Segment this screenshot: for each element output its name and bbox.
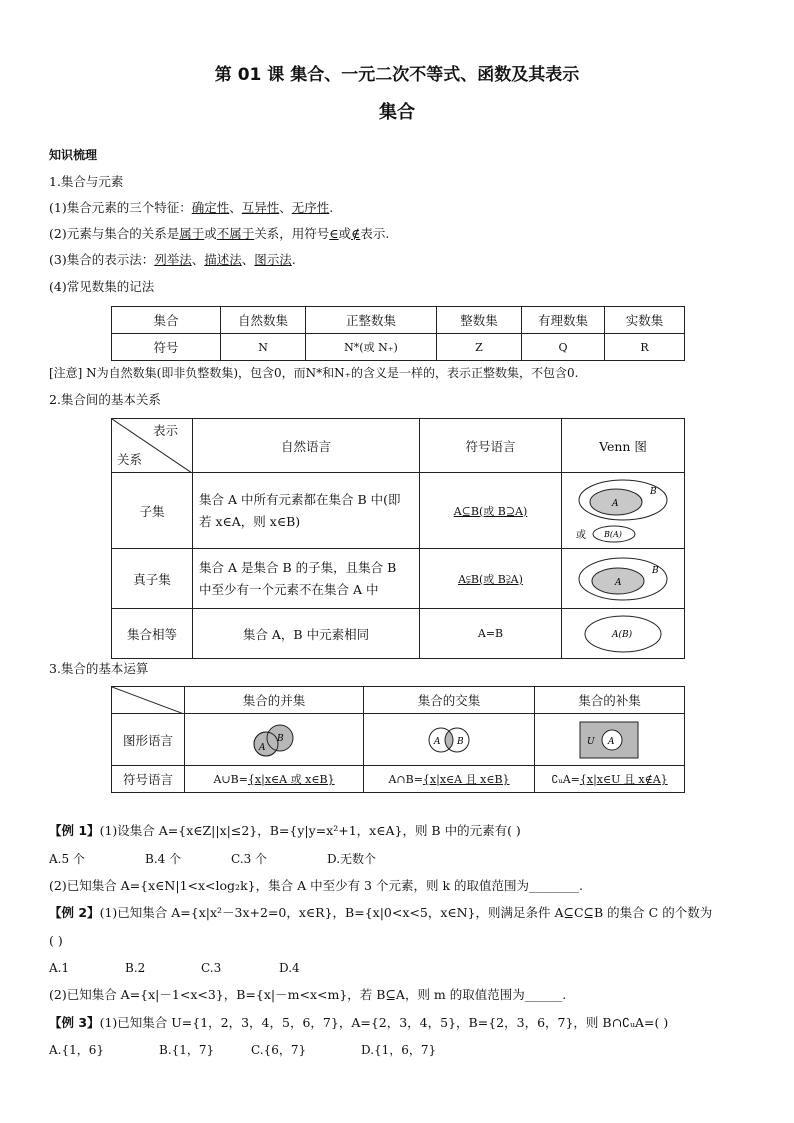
relation-row-subset <box>112 473 685 549</box>
ns-r5: R <box>605 334 685 361</box>
example2-q1-text: (1)已知集合 A={x|x²－3x+2=0，x∈R}，B={x|0<x<5，x∈N}，则满足条件 A⊆C⊆B 的集合 C 的个数为 <box>99 905 713 920</box>
method-roster: 列举法 <box>154 252 192 267</box>
ops-col-intersection: 集合的交集 <box>364 687 535 714</box>
ops-corner-diagonal <box>112 687 184 714</box>
example3-q1-text: (1)已知集合 U={1，2，3，4，5，6，7}，A={2，3，4，5}，B={2，3，6，7}，则 B∩∁ᵤA=( ) <box>99 1015 669 1030</box>
number-sets-symbol-row <box>112 334 685 361</box>
venn-label-b: B <box>650 486 657 497</box>
ns-r4: Q <box>522 334 605 361</box>
symbol-in: ∈ <box>329 226 339 241</box>
complement-label-a: A <box>607 736 614 747</box>
set-relations-table <box>111 418 685 659</box>
ops-symbol-row <box>112 766 685 793</box>
ns-h4: 有理数集 <box>522 307 605 334</box>
s1-line2 <box>49 226 389 242</box>
ns-h0: 集合 <box>112 307 221 334</box>
rel-proper-natural-l1: 集合 A 是集合 B 的子集，且集合 B <box>199 559 397 575</box>
rel-proper-natural-l2: 中至少有一个元素不在集合 A 中 <box>199 581 379 597</box>
intersection-label-a: A <box>434 736 441 747</box>
s1-l1-pre: (1)集合元素的三个特征： <box>49 200 192 215</box>
rel-subset-symbol-text: A⊆B(或 B⊇A) <box>453 504 528 518</box>
s1-l2-pre: (2)元素与集合的关系是 <box>49 226 180 241</box>
ns-h2: 正整数集 <box>306 307 437 334</box>
rel-equal-venn <box>562 609 685 659</box>
method-diagram: 图示法 <box>254 252 292 267</box>
example2-options <box>49 960 300 976</box>
rel-equal-symbol: A=B <box>420 609 562 659</box>
rel-not-belongs: 不属于 <box>216 226 255 241</box>
s1-heading: 1.集合与元素 <box>49 174 124 189</box>
rel-subset-venn <box>562 473 685 549</box>
e3-opt-a: A.{1，6} <box>49 1043 105 1057</box>
example2-q2: (2)已知集合 A={x|－1<x<3}，B={x|－m<x<m}，若 B⊆A，则 m 的取值范围为______. <box>49 987 567 1002</box>
e2-opt-d: D.4 <box>279 961 300 975</box>
e3-opt-b: B.{1，7} <box>159 1043 215 1057</box>
rel-col-symbol: 符号语言 <box>420 419 562 473</box>
relation-row-equal <box>112 609 685 659</box>
relations-corner-cell <box>112 419 193 473</box>
venn-label-a: A <box>612 498 619 509</box>
e3-opt-c: C.{6，7} <box>251 1043 307 1057</box>
feature-determinacy: 确定性 <box>191 200 230 215</box>
venn-intersection <box>419 720 479 760</box>
rel-equal-name: 集合相等 <box>112 609 193 659</box>
e3-opt-d: D.{1，6，7} <box>361 1043 437 1057</box>
rel-proper-symbol <box>420 549 562 609</box>
ops-intersection-symbol <box>364 766 535 793</box>
union-pre: A∪B= <box>213 773 248 786</box>
relations-header-row <box>112 419 685 473</box>
ops-intersection-venn <box>364 714 535 766</box>
ops-col-union: 集合的并集 <box>185 687 364 714</box>
rel-subset-symbol <box>420 473 562 549</box>
corner-top-label: 表示 <box>152 423 178 438</box>
venn-subset <box>568 476 678 546</box>
rel-proper-natural <box>193 549 420 609</box>
venn-label-ba: B(A) <box>604 529 622 539</box>
venn-or: 或 <box>576 529 586 541</box>
venn-union <box>244 720 304 760</box>
rel-proper-symbol-text: A⫋B(或 B⫌A) <box>458 572 523 586</box>
s1-l2-mid2: 关系，用符号 <box>254 226 330 241</box>
comp-pre: ∁ᵤA= <box>551 773 580 786</box>
ops-corner-cell <box>112 687 185 714</box>
relation-row-proper-subset <box>112 549 685 609</box>
note: [注意] N为自然数集(即非负整数集)，包含0，而N*和N₊的含义是一样的，表示正整数集，不包含0. <box>49 366 579 380</box>
rel-subset-natural-l2: 若 x∈A，则 x∈B) <box>199 513 301 529</box>
s1-line4: (4)常见数集的记法 <box>49 279 155 294</box>
number-sets-header-row <box>112 307 685 334</box>
ops-complement-venn <box>535 714 685 766</box>
example1-q1 <box>49 823 521 839</box>
e2-opt-b: B.2 <box>125 961 146 975</box>
example1-tag: 【例 1】 <box>49 823 100 838</box>
example2-q1 <box>49 905 712 921</box>
s1-l2-end: 表示. <box>360 226 390 241</box>
venn-equal <box>568 612 678 656</box>
symbol-not-in: ∉ <box>351 226 361 241</box>
set-operations-table <box>111 686 685 793</box>
venn-proper-subset <box>568 554 678 604</box>
rel-col-venn: Venn 图 <box>562 419 685 473</box>
rel-col-natural: 自然语言 <box>193 419 420 473</box>
ns-r0: 符号 <box>112 334 221 361</box>
venn-complement <box>578 720 642 760</box>
section-heading: 知识梳理 <box>49 148 98 162</box>
ops-graphic-label: 图形语言 <box>112 714 185 766</box>
e2-opt-c: C.3 <box>201 961 222 975</box>
venn-equal-label: A(B) <box>612 629 633 640</box>
ops-union-venn <box>185 714 364 766</box>
s1-l2-mid3: 或 <box>338 226 352 241</box>
ns-h1: 自然数集 <box>221 307 306 334</box>
ns-r3: Z <box>437 334 522 361</box>
ns-r1: N <box>221 334 306 361</box>
method-description: 描述法 <box>204 252 242 267</box>
intersection-label-b: B <box>457 736 464 747</box>
rel-proper-name: 真子集 <box>112 549 193 609</box>
s1-line3: (3)集合的表示法：列举法、描述法、图示法. <box>49 252 296 267</box>
union-label-a: A <box>259 742 266 753</box>
ns-r2: N*(或 N₊) <box>306 334 437 361</box>
ops-col-complement: 集合的补集 <box>535 687 685 714</box>
union-set: {x|x∈A 或 x∈B} <box>247 773 335 786</box>
ns-h3: 整数集 <box>437 307 522 334</box>
example2-q1-cont: ( ) <box>49 933 63 948</box>
venn-proper-label-a: A <box>615 577 622 588</box>
e1-opt-b: B.4 个 <box>145 852 182 866</box>
example2-tag: 【例 2】 <box>49 905 100 920</box>
number-sets-table <box>111 306 685 361</box>
s1-l3-pre: (3)集合的表示法： <box>49 252 155 267</box>
ops-complement-symbol <box>535 766 685 793</box>
s2-heading: 2.集合间的基本关系 <box>49 392 161 407</box>
venn-proper-label-b: B <box>652 565 659 576</box>
e1-opt-a: A.5 个 <box>49 852 85 866</box>
ops-union-symbol <box>185 766 364 793</box>
example3-options <box>49 1042 436 1058</box>
rel-belongs: 属于 <box>179 226 205 241</box>
e1-opt-d: D.无数个 <box>327 852 377 866</box>
rel-proper-venn <box>562 549 685 609</box>
rel-subset-natural <box>193 473 420 549</box>
complement-label-u: U <box>586 736 595 747</box>
example1-options <box>49 851 376 867</box>
rel-equal-natural: 集合 A，B 中元素相同 <box>193 609 420 659</box>
ops-header-row <box>112 687 685 714</box>
page-title: 第 01 课 集合、一元二次不等式、函数及其表示 <box>214 65 580 85</box>
comp-set: {x|x∈U 且 x∉A} <box>579 773 668 786</box>
feature-unordered: 无序性 <box>291 200 330 215</box>
s1-line1: (1)集合元素的三个特征：确定性、互异性、无序性. <box>49 200 334 215</box>
e2-opt-a: A.1 <box>49 961 70 975</box>
example3-q1 <box>49 1015 668 1031</box>
example3-tag: 【例 3】 <box>49 1015 100 1030</box>
ops-symbol-label: 符号语言 <box>112 766 185 793</box>
rel-subset-name: 子集 <box>112 473 193 549</box>
ops-graphic-row <box>112 714 685 766</box>
inter-set: {x|x∈A 且 x∈B} <box>422 773 510 786</box>
s3-heading: 3.集合的基本运算 <box>49 661 149 676</box>
feature-distinctness: 互异性 <box>241 200 280 215</box>
rel-subset-natural-l1: 集合 A 中所有元素都在集合 B 中(即 <box>199 491 401 507</box>
ns-h5: 实数集 <box>605 307 685 334</box>
s1-l2-mid: 或 <box>204 226 217 241</box>
example1-q2: (2)已知集合 A={x∈N|1<x<log₂k}，集合 A 中至少有 3 个元素，则 k 的取值范围为________. <box>49 878 583 893</box>
union-label-b: B <box>277 733 284 744</box>
e1-opt-c: C.3 个 <box>231 852 268 866</box>
page-subtitle: 集合 <box>379 102 415 123</box>
example1-q1-text: (1)设集合 A={x∈Z||x|≤2}，B={y|y=x²+1，x∈A}，则 B 中的元素有( ) <box>99 823 521 838</box>
corner-bottom-label: 关系 <box>117 452 143 467</box>
inter-pre: A∩B= <box>388 773 423 786</box>
